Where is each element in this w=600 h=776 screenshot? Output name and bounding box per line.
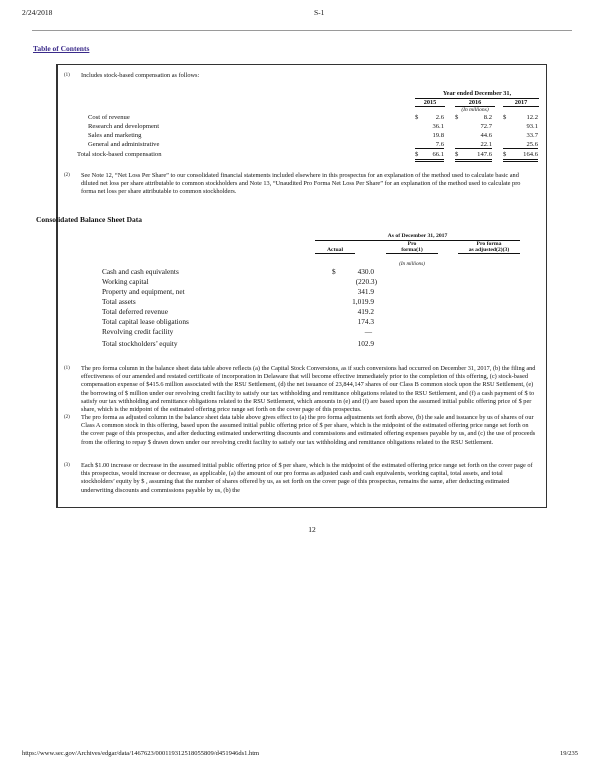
footnote-1-intro [64,72,534,80]
row-label: Cost of revenue [88,114,130,121]
footnote-text: Each $1.00 increase or decrease in the assumed initial public offering price of $ per share, which is the midpoint of the estimated offering price range set forth on the cover page of this prospectus, would increase or decrease, as applicable, (a) the amount of our pro forma as adjusted cash and cash equivalents, working capital, total assets, and total stockholders’ equity by $ , assuming that the number of shares offered by us, as set forth on the cover page of this prospectus, remains the same, after deducting estimated underwriting discounts and commissions payable by us, (b) the [81,462,533,494]
column-header-actual: Actual [315,247,355,254]
cell-actual: 430.0 [357,267,374,276]
header-divider [32,30,572,31]
row-label: Revolving credit facility [102,327,174,336]
cell-2016: 8.2 [483,114,492,121]
balance-sheet-footnote-2 [64,414,537,447]
footnote-mark: (3) [64,463,70,468]
cell-2016: 147.6 [477,151,492,158]
footnote-mark: (1) [64,366,70,371]
column-header-2016: 2016 [455,99,495,107]
table-row [60,307,540,317]
row-label: Total stock-based compensation [77,151,162,158]
row-label: Total capital lease obligations [102,317,189,326]
cell-2017: 12.2 [526,114,538,121]
document-title: S-1 [314,8,325,17]
cell-2015: 2.6 [435,114,444,121]
currency-symbol: $ [455,151,459,158]
column-header-2017: 2017 [503,99,539,107]
currency-symbol: $ [503,151,507,158]
units-label: (In millions) [461,107,489,113]
row-label: Property and equipment, net [102,287,185,296]
currency-symbol: $ [415,151,419,158]
cell-actual: 102.9 [357,339,374,348]
cell-2015: 19.8 [432,132,444,139]
currency-symbol: $ [503,114,507,121]
row-label: Cash and cash equivalents [102,267,179,276]
column-header-as-adjusted-line2: as adjusted(2)(3) [458,247,520,254]
cell-2015: 7.6 [415,141,444,149]
column-header-pro-forma-line1: Pro [407,241,417,247]
row-label: General and administrative [88,141,160,148]
cell-2017: 164.6 [523,151,538,158]
currency-symbol: $ [332,267,336,276]
period-header: Year ended December 31, [415,90,539,99]
source-url: https://www.sec.gov/Archives/edgar/data/1467623/000119312518055809/d451946ds1.htm [22,750,260,757]
cell-2016: 72.7 [480,123,492,130]
table-row [60,277,540,287]
page-number: 12 [308,525,316,534]
cell-2015: 36.1 [432,123,444,130]
cell-2016: 22.1 [455,141,492,149]
table-row [60,297,540,307]
page-count: 19/235 [559,750,578,757]
cell-actual: 419.2 [357,307,374,316]
cell-actual: — [364,327,372,336]
footnote-text: Includes stock-based compensation as follows: [81,72,200,79]
table-row [60,267,540,277]
cell-actual: 1,019.9 [352,297,374,306]
table-row-total [77,151,545,160]
footnote-2 [64,172,536,197]
balance-sheet-footnote-3 [64,462,537,495]
row-label: Total stockholders’ equity [102,339,178,348]
units-label: (In millions) [399,261,425,267]
footnote-text: The pro forma column in the balance sheet data table above reflects (a) the Capital Stock Conversions, as if such conversions had occurred on December 31, 2017, (b) the filing and effectiveness of our amended and restated certificate of incorporation in Delaware that will become effective immediately prior to the completion of this offering, (c) stock-based compensation expense of $415.6 million associated with the RSU Settlement, (d) the net issuance of 23,844,147 shares of our Class B common stock upon the RSU Settlement, (e) the borrowing of $ million under our revolving credit facility to satisfy our tax withholding and remittance obligations related to the RSU Settlement, and (f) a cash payment of $ to satisfy our tax withholding and remittance obligations related to the RSU Settlement, which amounts in (e) and (f) are based upon the assumed initial public offering price of $ per share, which is the midpoint of the estimated offering price range set forth on the cover page of this prospectus. [81,365,536,414]
footnote-mark: (2) [64,173,70,178]
table-row [60,327,540,337]
table-of-contents-link[interactable]: Table of Contents [33,44,90,53]
footnote-mark: (2) [64,415,70,420]
row-label: Total assets [102,297,136,306]
cell-actual: 341.9 [357,287,374,296]
table-row [80,132,545,141]
cell-2017: 33.7 [526,132,538,139]
cell-2017: 25.6 [503,141,538,149]
table-row [80,114,545,123]
table-row [60,287,540,297]
as-of-header: As of December 31, 2017 [315,233,520,241]
currency-symbol: $ [455,114,459,121]
balance-sheet-footnote-1 [64,365,537,414]
cell-2016: 44.6 [480,132,492,139]
table-row [60,339,540,349]
footnote-mark: (1) [64,73,70,78]
row-label: Working capital [102,277,149,286]
footnote-text: The pro forma as adjusted column in the balance sheet data table above gives effect to (a) the pro forma adjustments set forth above, (b) the sale and issuance by us of shares of our Class A common stock in this offering, based upon the assumed initial public offering price of $ per share, which is the midpoint of the estimated offering price range set forth on the cover page of this prospectus, and after deducting estimated underwriting discounts and commissions and estimated offering expenses payable by us, and (c) the use of proceeds from the offering to repay $ drawn down under our revolving credit facility to satisfy our tax withholding and remittance obligations related to the RSU Settlement. [81,414,536,446]
cell-actual: 174.3 [357,317,374,326]
row-label: Sales and marketing [88,132,142,139]
table-row [80,123,545,132]
section-title: Consolidated Balance Sheet Data [36,215,143,224]
column-header-as-adjusted-line1: Pro forma [476,241,502,247]
row-label: Total deferred revenue [102,307,168,316]
column-header-pro-forma-line2: forma(1) [386,247,438,254]
footnote-text: See Note 12, “Net Loss Per Share” to our consolidated financial statements included elsewhere in this prospectus for an explanation of the method used to calculate basic and diluted net loss per share attributable to common stockholders and Note 13, “Unaudited Pro Forma Net Loss Per Share” for an explanation of the method used to calculate pro forma net loss per share attributable to common stockholders. [81,172,521,196]
column-header-2015: 2015 [415,99,445,107]
cell-actual: (220.3) [355,277,377,286]
table-row [80,141,545,150]
cell-2017: 93.1 [526,123,538,130]
print-date: 2/24/2018 [22,8,53,17]
currency-symbol: $ [415,114,419,121]
cell-2015: 66.1 [432,151,444,158]
row-label: Research and development [88,123,160,130]
table-row [60,317,540,327]
